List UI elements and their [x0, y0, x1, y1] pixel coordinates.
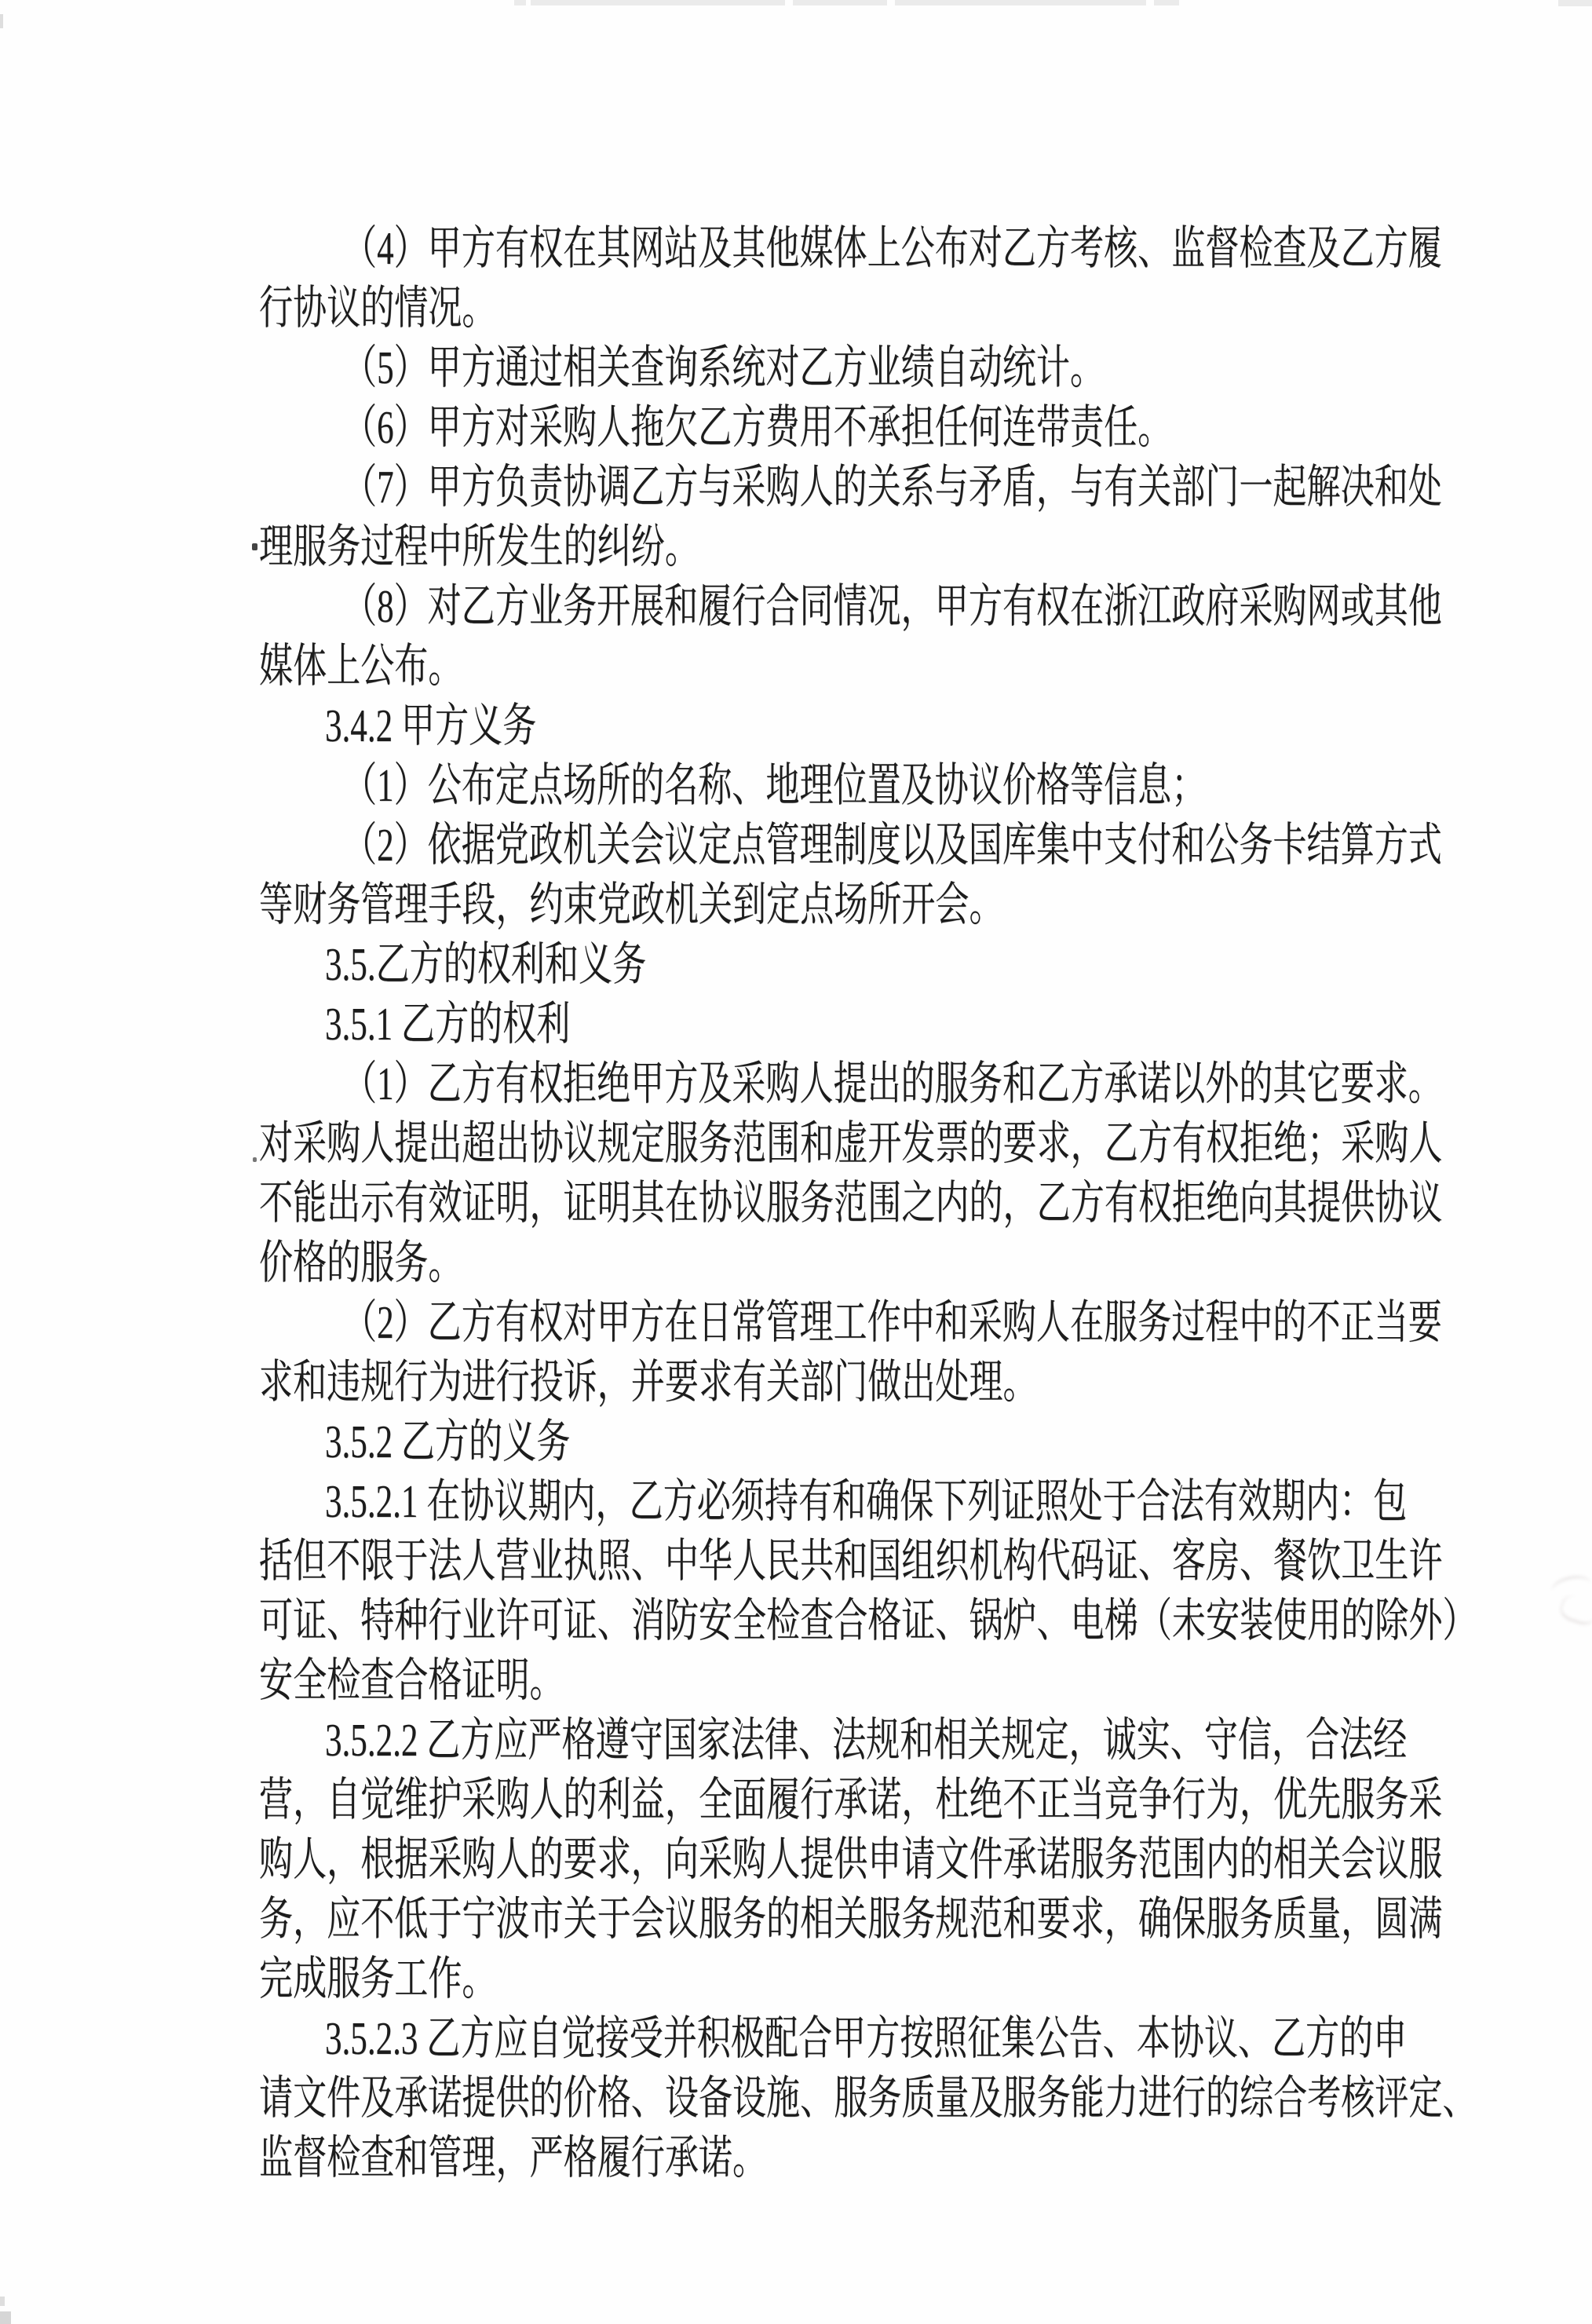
text-line-18: 价格的服务。	[259, 1237, 462, 1288]
text-line-8: 媒体上公布。	[259, 640, 462, 692]
text-line-30: 完成服务工作。	[259, 1953, 496, 2004]
text-line-32: 请文件及承诺提供的价格、设备设施、服务质量及服务能力进行的综合考核评定、	[259, 2072, 1477, 2124]
text-line-20: 求和违规行为进行投诉，并要求有关部门做出处理。	[259, 1356, 1037, 1408]
text-line-6: 理服务过程中所发生的纠纷。	[259, 521, 699, 572]
scan-speck	[252, 543, 257, 550]
text-line-22: 3.5.2.1 在协议期内，乙方必须持有和确保下列证照处于合法有效期内：包	[325, 1475, 1408, 1527]
text-line-26: 3.5.2.2 乙方应严格遵守国家法律、法规和相关规定，诚实、守信，合法经	[325, 1714, 1408, 1766]
scan-artifact-top-bar	[531, 0, 785, 5]
scan-artifact-top-bar	[514, 0, 526, 5]
text-line-29: 务，应不低于宁波市关于会议服务的相关服务规范和要求，确保服务质量，圆满	[259, 1893, 1443, 1945]
scan-artifact-top-bar	[895, 0, 1146, 5]
scan-artifact-edge-mark	[0, 2311, 11, 2324]
text-line-10: （1）公布定点场所的名称、地理位置及协议价格等信息；	[343, 759, 1206, 811]
text-line-12: 等财务管理手段，约束党政机关到定点场所开会。	[259, 879, 1003, 930]
scan-artifact-edge-mark	[0, 14, 3, 28]
text-line-7: （8）对乙方业务开展和履行合同情况，甲方有权在浙江政府采购网或其他	[343, 580, 1442, 632]
text-line-13: 3.5.乙方的权利和义务	[325, 938, 647, 990]
text-line-21: 3.5.2 乙方的义务	[325, 1416, 571, 1467]
scan-speck	[253, 1157, 257, 1162]
text-line-14: 3.5.1 乙方的权利	[325, 998, 571, 1050]
text-line-15: （1）乙方有权拒绝甲方及采购人提出的服务和乙方承诺以外的其它要求。	[343, 1058, 1442, 1109]
text-line-31: 3.5.2.3 乙方应自觉接受并积极配合甲方按照征集公告、本协议、乙方的申	[325, 2012, 1408, 2064]
text-line-25: 安全检查合格证明。	[259, 1654, 564, 1706]
text-line-4: （6）甲方对采购人拖欠乙方费用不承担任何连带责任。	[343, 401, 1172, 453]
scan-artifact-edge-mark	[0, 2297, 5, 2306]
text-line-16: 对采购人提出超出协议规定服务范围和虚开发票的要求，乙方有权拒绝；采购人	[259, 1117, 1443, 1169]
text-line-1: （4）甲方有权在其网站及其他媒体上公布对乙方考核、监督检查及乙方履	[343, 222, 1442, 274]
text-line-3: （5）甲方通过相关查询系统对乙方业绩自动统计。	[343, 342, 1105, 393]
text-line-2: 行协议的情况。	[259, 282, 496, 334]
scan-artifact-top-bar	[1154, 0, 1179, 5]
text-line-24: 可证、特种行业许可证、消防安全检查合格证、锅炉、电梯（未安装使用的除外）	[259, 1595, 1477, 1646]
text-line-33: 监督检查和管理，严格履行承诺。	[259, 2132, 767, 2183]
text-line-19: （2）乙方有权对甲方在日常管理工作中和采购人在服务过程中的不正当要	[343, 1296, 1442, 1348]
text-line-23: 括但不限于法人营业执照、中华人民共和国组织机构代码证、客房、餐饮卫生许	[259, 1535, 1443, 1587]
scan-artifact-top-bar	[793, 0, 887, 5]
scan-artifact-top-bar	[1558, 0, 1592, 6]
text-line-27: 营，自觉维护采购人的利益，全面履行承诺，杜绝不正当竞争行为，优先服务采	[259, 1774, 1443, 1825]
text-line-17: 不能出示有效证明，证明其在协议服务范围之内的，乙方有权拒绝向其提供协议	[259, 1177, 1443, 1229]
text-line-5: （7）甲方负责协调乙方与采购人的关系与矛盾，与有关部门一起解决和处	[343, 461, 1442, 513]
text-line-28: 购人，根据采购人的要求，向采购人提供申请文件承诺服务范围内的相关会议服	[259, 1833, 1443, 1885]
scan-smudge	[1537, 1570, 1592, 1633]
text-line-9: 3.4.2 甲方义务	[325, 700, 537, 751]
text-line-11: （2）依据党政机关会议定点管理制度以及国库集中支付和公务卡结算方式	[343, 819, 1442, 871]
